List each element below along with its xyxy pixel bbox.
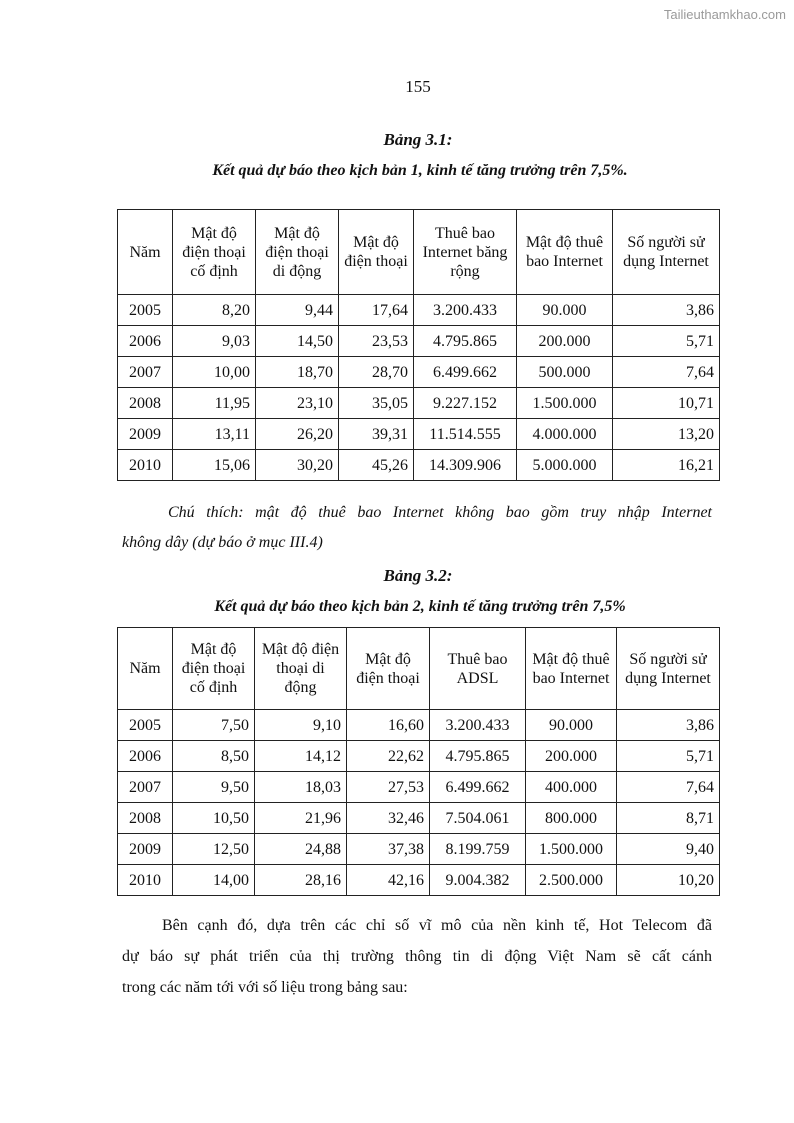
table-row — [118, 388, 720, 419]
table-row — [118, 803, 720, 834]
table1 — [117, 209, 720, 481]
table-cell: 26,20 — [256, 419, 339, 450]
table-row — [118, 834, 720, 865]
table2-header-cell: Mật độ điện thoại — [347, 628, 430, 710]
table-cell: 2006 — [118, 741, 173, 772]
table-cell: 2007 — [118, 357, 173, 388]
table-cell: 23,10 — [256, 388, 339, 419]
note-line: Chú thích: mật độ thuê bao Internet không bao gồm truy nhập Internet — [168, 504, 712, 521]
table-cell: 2007 — [118, 772, 173, 803]
table-cell: 28,16 — [255, 865, 347, 896]
table-cell: 14,50 — [256, 326, 339, 357]
table-cell: 11.514.555 — [414, 419, 517, 450]
table-cell: 8.199.759 — [430, 834, 526, 865]
table1-caption: Kết quả dự báo theo kịch bản 1, kinh tế tăng trưởng trên 7,5%. — [212, 162, 628, 179]
table1-note — [122, 498, 712, 558]
table-cell: 39,31 — [339, 419, 414, 450]
table2-header-cell: Số người sử dụng Internet — [617, 628, 720, 710]
table2-header-cell: Mật độ điện thoại cố định — [173, 628, 255, 710]
table-cell: 200.000 — [526, 741, 617, 772]
table-cell: 7,50 — [173, 710, 255, 741]
table-cell: 9.227.152 — [414, 388, 517, 419]
table-cell: 9,10 — [255, 710, 347, 741]
table1-header-cell: Thuê bao Internet băng rộng — [414, 210, 517, 295]
table-cell: 8,20 — [173, 295, 256, 326]
table1-header-row — [118, 210, 720, 295]
table-cell: 2008 — [118, 388, 173, 419]
table-cell: 4.795.865 — [414, 326, 517, 357]
table-cell: 6.499.662 — [414, 357, 517, 388]
body-paragraph — [122, 910, 712, 1003]
table2-header-cell: Mật độ điện thoại di động — [255, 628, 347, 710]
table-cell: 42,16 — [347, 865, 430, 896]
table-cell: 2005 — [118, 295, 173, 326]
table-cell: 800.000 — [526, 803, 617, 834]
table-cell: 9,44 — [256, 295, 339, 326]
table-cell: 3.200.433 — [414, 295, 517, 326]
table-cell: 5,71 — [617, 741, 720, 772]
table-cell: 11,95 — [173, 388, 256, 419]
table-cell: 18,03 — [255, 772, 347, 803]
table-cell: 9.004.382 — [430, 865, 526, 896]
table-cell: 9,50 — [173, 772, 255, 803]
table-cell: 35,05 — [339, 388, 414, 419]
table1-header-cell: Năm — [118, 210, 173, 295]
page-number: 155 — [405, 77, 431, 96]
table-cell: 10,20 — [617, 865, 720, 896]
paragraph-line: dự báo sự phát triển của thị trường thông tin di động Việt Nam sẽ cất cánh — [122, 948, 712, 965]
table-cell: 400.000 — [526, 772, 617, 803]
paragraph-line: Bên cạnh đó, dựa trên các chỉ số vĩ mô của nền kinh tế, Hot Telecom đã — [162, 917, 712, 934]
table1-header-cell: Mật độ điện thoại — [339, 210, 414, 295]
table-cell: 7.504.061 — [430, 803, 526, 834]
table-cell: 2.500.000 — [526, 865, 617, 896]
table2-caption: Kết quả dự báo theo kịch bản 2, kinh tế tăng trưởng trên 7,5% — [214, 598, 626, 615]
table-cell: 6.499.662 — [430, 772, 526, 803]
table-cell: 2009 — [118, 834, 173, 865]
table-cell: 10,71 — [613, 388, 720, 419]
table-cell: 21,96 — [255, 803, 347, 834]
table1-header-cell: Mật độ thuê bao Internet — [517, 210, 613, 295]
table-cell: 16,21 — [613, 450, 720, 481]
table-cell: 2008 — [118, 803, 173, 834]
table-cell: 16,60 — [347, 710, 430, 741]
table-cell: 4.000.000 — [517, 419, 613, 450]
table-cell: 7,64 — [617, 772, 720, 803]
table-cell: 1.500.000 — [517, 388, 613, 419]
table-row — [118, 419, 720, 450]
table-cell: 22,62 — [347, 741, 430, 772]
table-cell: 37,38 — [347, 834, 430, 865]
table2-header-cell: Mật độ thuê bao Internet — [526, 628, 617, 710]
table-cell: 24,88 — [255, 834, 347, 865]
table-row — [118, 710, 720, 741]
watermark: Tailieuthamkhao.com — [663, 7, 786, 22]
table1-header-cell: Mật độ điện thoại cố định — [173, 210, 256, 295]
table-cell: 28,70 — [339, 357, 414, 388]
table2-header-cell: Năm — [118, 628, 173, 710]
table-cell: 3,86 — [617, 710, 720, 741]
table1-header-cell: Mật độ điện thoại di động — [256, 210, 339, 295]
table-cell: 15,06 — [173, 450, 256, 481]
table1-title: Bảng 3.1: — [383, 130, 453, 149]
table-cell: 2009 — [118, 419, 173, 450]
table-cell: 8,50 — [173, 741, 255, 772]
table-cell: 8,71 — [617, 803, 720, 834]
table-row — [118, 772, 720, 803]
table-cell: 2010 — [118, 450, 173, 481]
table-cell: 10,50 — [173, 803, 255, 834]
table-cell: 90.000 — [517, 295, 613, 326]
table-cell: 10,00 — [173, 357, 256, 388]
table-cell: 500.000 — [517, 357, 613, 388]
table-cell: 9,40 — [617, 834, 720, 865]
table-row — [118, 295, 720, 326]
table-cell: 14,12 — [255, 741, 347, 772]
table1-header-cell: Số người sử dụng Internet — [613, 210, 720, 295]
table-cell: 4.795.865 — [430, 741, 526, 772]
table2-title: Bảng 3.2: — [383, 566, 453, 585]
table-row — [118, 865, 720, 896]
table-row — [118, 450, 720, 481]
table-cell: 3.200.433 — [430, 710, 526, 741]
table-cell: 27,53 — [347, 772, 430, 803]
table-cell: 32,46 — [347, 803, 430, 834]
table-cell: 13,20 — [613, 419, 720, 450]
table-cell: 9,03 — [173, 326, 256, 357]
table-row — [118, 326, 720, 357]
table-cell: 12,50 — [173, 834, 255, 865]
table-cell: 18,70 — [256, 357, 339, 388]
table-cell: 30,20 — [256, 450, 339, 481]
table-cell: 23,53 — [339, 326, 414, 357]
table-cell: 5.000.000 — [517, 450, 613, 481]
table2-header-cell: Thuê bao ADSL — [430, 628, 526, 710]
table-cell: 45,26 — [339, 450, 414, 481]
table-cell: 2005 — [118, 710, 173, 741]
table2 — [117, 627, 720, 896]
table-cell: 7,64 — [613, 357, 720, 388]
table2-header-row — [118, 628, 720, 710]
table-cell: 1.500.000 — [526, 834, 617, 865]
table-cell: 2006 — [118, 326, 173, 357]
table-cell: 14.309.906 — [414, 450, 517, 481]
table-cell: 2010 — [118, 865, 173, 896]
table-cell: 200.000 — [517, 326, 613, 357]
table-row — [118, 357, 720, 388]
table-row — [118, 741, 720, 772]
table-cell: 14,00 — [173, 865, 255, 896]
table-cell: 17,64 — [339, 295, 414, 326]
paragraph-line: trong các năm tới với số liệu trong bảng sau: — [122, 979, 408, 996]
note-line: không dây (dự báo ở mục III.4) — [122, 534, 323, 551]
table-cell: 90.000 — [526, 710, 617, 741]
table-cell: 5,71 — [613, 326, 720, 357]
table-cell: 13,11 — [173, 419, 256, 450]
table-cell: 3,86 — [613, 295, 720, 326]
